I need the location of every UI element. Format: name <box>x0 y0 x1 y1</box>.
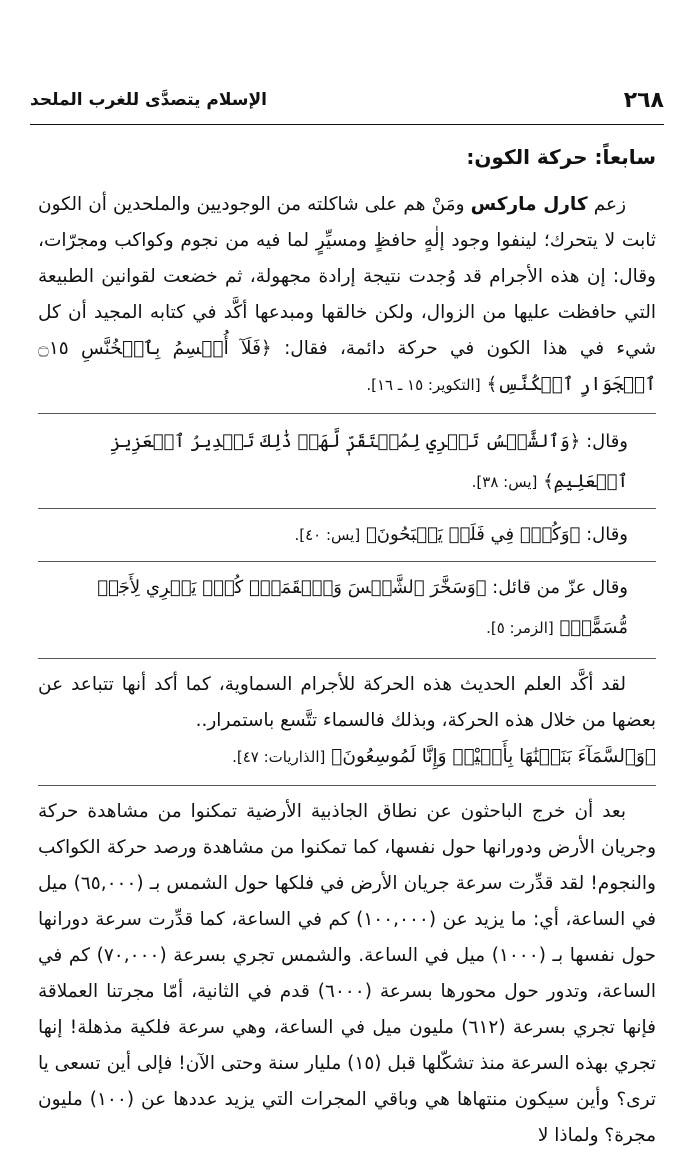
para1-before: زعم <box>587 194 626 215</box>
page-header <box>30 84 664 125</box>
paragraph-karl-marx <box>38 187 656 403</box>
paragraph-modern-science <box>38 667 656 739</box>
quran-reference: [الذاريات: ٤٧]. <box>232 748 326 766</box>
verse-line <box>38 568 656 648</box>
separator <box>38 785 656 786</box>
separator <box>38 561 656 562</box>
quran-reference: [الزمر: ٥]. <box>486 619 554 637</box>
quran-citation <box>38 739 656 775</box>
verse-intro: وقال: <box>580 431 628 452</box>
quran-reference: [التكوير: ١٥ ـ ١٦]. <box>366 376 481 394</box>
verse-intro: وقال عزّ من قائل: <box>486 577 628 598</box>
quran-quote: ﴿وَكُلّٞ فِي فَلَكٖ يَسۡبَحُونَ﴾ <box>365 524 581 545</box>
person-name: كارل ماركس <box>470 194 588 215</box>
paragraph-speeds <box>38 794 656 1154</box>
running-title: الإسلام يتصدَّى للغرب الملحد <box>30 90 267 110</box>
para3-body: بعد أن خرج الباحثون عن نطاق الجاذبية الأرضية تمكنوا من مشاهدة حركة وجريان الأرض ودورانها حول نفسها، كما تمكنوا من مشاهدة ورصد حركة الكواكب والنجوم! لقد قدِّرت سرعة جريان الأرض في فلكها حول الشمس بـ (٦٥,٠٠٠) ميل في الساعة، أي: ما يزيد عن (١٠٠,٠٠٠) كم في الساعة، كما قدِّرت سرعة دورانها حول نفسها بـ (١٠٠٠) ميل في الساعة. والشمس تجري بسرعة (٧٠,٠٠٠) كم في الساعة، وتدور حول محورها بسرعة (٦٠٠٠) قدم في الثانية، أمّا مجرتنا العملاقة فإنها تجري بسرعة (٦١٢) مليون ميل في الساعة، وهي سرعة فلكية مذهلة! إنها تجري بهذه السرعة منذ تشكّلها قبل (١٥) مليار سنة وحتى الآن! فإلى أين تسعى يا ترى؟ وأين سيكون منتهاها هي وباقي المجرات التي يزيد عددها عن (١٠٠) مليون مجرة؟ ولماذا لا <box>38 801 657 1146</box>
quran-reference: [يس: ٣٨]. <box>471 473 538 491</box>
section-title: سابعاً: حركة الكون: <box>466 145 656 169</box>
quran-reference: [يس: ٤٠]. <box>294 526 361 544</box>
quran-quote: ﴿وَٱلشَّمۡسُ تَجۡرِي لِمُسۡتَقَرّٖ لَّهَاۚ ذَٰلِكَ تَقۡدِيرُ ٱلۡعَزِيزِ ٱلۡعَلِيمِ﴾ <box>110 431 628 492</box>
page-number: ٢٦٨ <box>623 88 664 113</box>
para1-body: ومَنْ هم على شاكلته من الوجوديين والملحدين أن الكون ثابت لا يتحرك؛ لينفوا وجود إلٰهٍ حافظٍ ومسيِّرٍ لما فيه من نجوم وكواكب ومجرّات، وقال: إن هذه الأجرام قد وُجدت نتيجة إرادة مجهولة، ثم خضعت لقوانين الطبيعة التي حافظت عليها من الزوال، ولكن خالقها ومبدعها أكَّد في كتابه المجيد أن كل شيء في هذا الكون في حركة دائمة، فقال: <box>38 194 656 359</box>
verse-line <box>38 515 656 555</box>
separator <box>38 508 656 509</box>
separator <box>38 413 656 414</box>
verse-intro: وقال: <box>580 524 628 545</box>
quran-quote: ﴿وَٱلسَّمَآءَ بَنَيۡنَٰهَا بِأَيۡيْدٖ وَإِنَّا لَمُوسِعُونَ﴾ <box>331 746 656 767</box>
quran-quote: ﴿وَسَخَّرَ ٱلشَّمۡسَ وَٱلۡقَمَرَۖ كُلّٞ يَجۡرِي لِأَجَلٖ مُّسَمًّىۚ﴾ <box>97 577 628 638</box>
para2-body: لقد أكَّد العلم الحديث هذه الحركة للأجرام السماوية، كما أكد أنها تتباعد عن بعضها من خلال هذه الحركة، وبذلك فالسماء تتَّسع باستمرار.. <box>38 674 656 731</box>
quran-quote: ﴿فَلَآ أُقۡسِمُ بِٱلۡخُنَّسِ ۝١٥ ٱلۡجَوَارِ ٱلۡكُنَّسِ﴾ <box>38 338 656 395</box>
verse-line <box>38 422 656 502</box>
page-body <box>38 145 656 1154</box>
separator <box>38 658 656 659</box>
